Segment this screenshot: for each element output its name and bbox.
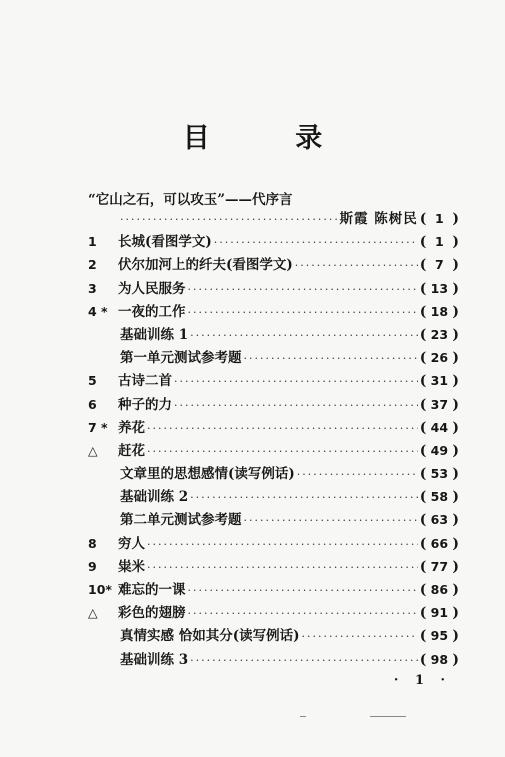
toc-line xyxy=(118,578,459,602)
entry-number: 1 xyxy=(88,234,97,250)
dot-leader xyxy=(120,208,338,231)
preface-author: 斯霞 陈树民 xyxy=(339,211,418,227)
entry-title: 基础训练 1 xyxy=(120,326,189,343)
preface-title: “它山之石，可以攻玉”——代序言 xyxy=(88,192,293,208)
toc-row[interactable] xyxy=(0,277,505,300)
entry-number: 9 xyxy=(88,558,97,574)
toc-row[interactable] xyxy=(0,532,505,555)
entry-title: 长城(看图学文) xyxy=(118,234,212,251)
table-of-contents xyxy=(0,207,505,671)
dot-leader xyxy=(147,533,418,556)
toc-row[interactable] xyxy=(0,346,505,369)
toc-line xyxy=(120,323,459,347)
toc-row[interactable] xyxy=(0,508,505,531)
entry-number: 5 xyxy=(88,373,97,389)
entry-title: 基础训练 3 xyxy=(120,651,189,668)
page-number: ( 77 ) xyxy=(419,558,459,575)
dot-leader xyxy=(190,486,418,509)
page-number: ( 1 ) xyxy=(419,234,459,251)
page-number: ( 13 ) xyxy=(419,280,459,297)
dot-leader xyxy=(188,278,418,301)
entry-title: 真情实感 恰如其分(读写例话) xyxy=(120,628,300,645)
entry-title: 养花 xyxy=(118,419,145,436)
toc-line xyxy=(118,230,459,254)
toc-entries xyxy=(0,230,505,671)
toc-row[interactable] xyxy=(0,393,505,416)
toc-line xyxy=(120,508,459,532)
entry-number: 2 xyxy=(88,257,97,273)
page-number: ( 18 ) xyxy=(419,303,459,320)
toc-line xyxy=(120,485,459,509)
toc-line xyxy=(118,207,459,231)
toc-line xyxy=(120,346,459,370)
entry-title: 第一单元测试参考题 xyxy=(120,350,242,367)
toc-row[interactable] xyxy=(0,416,505,439)
dot-leader xyxy=(301,625,417,648)
entry-title: 基础训练 2 xyxy=(120,489,189,506)
dot-leader xyxy=(147,440,418,463)
entry-title: 种子的力 xyxy=(118,396,172,413)
entry-number: 6 xyxy=(88,396,97,412)
page-number: ( 66 ) xyxy=(419,535,459,552)
dot-leader xyxy=(188,579,418,602)
toc-line xyxy=(120,648,459,672)
dot-leader xyxy=(147,556,418,579)
dot-leader xyxy=(297,463,418,486)
toc-line xyxy=(118,532,459,556)
toc-line xyxy=(118,439,459,463)
entry-title: 文章里的思想感情(读写例话) xyxy=(120,466,295,483)
entry-title: 第二单元测试参考题 xyxy=(120,512,242,529)
page-folio: · 1 · xyxy=(393,673,452,688)
entry-title: 一夜的工作 xyxy=(118,303,186,320)
entry-title: 粜米 xyxy=(118,558,145,575)
toc-line xyxy=(120,462,459,486)
page-number: ( 58 ) xyxy=(419,489,459,506)
entry-title: 赶花 xyxy=(118,442,145,459)
toc-line xyxy=(118,416,459,440)
toc-row[interactable] xyxy=(0,648,505,671)
toc-row[interactable] xyxy=(0,369,505,392)
toc-row[interactable] xyxy=(0,462,505,485)
entry-title: 伏尔加河上的纤夫(看图学文) xyxy=(118,257,293,274)
dot-leader xyxy=(214,231,418,254)
page-number: ( 49 ) xyxy=(419,442,459,459)
page-number: ( 26 ) xyxy=(419,350,459,367)
entry-title: 彩色的翅膀 xyxy=(118,605,186,622)
page-number: ( 23 ) xyxy=(419,326,459,343)
dot-leader xyxy=(295,254,418,277)
dot-leader xyxy=(174,370,418,393)
page-number: ( 53 ) xyxy=(419,466,459,483)
entry-number: 10* xyxy=(88,582,112,597)
toc-row[interactable] xyxy=(0,601,505,624)
toc-row[interactable] xyxy=(0,439,505,462)
dot-leader xyxy=(190,324,418,347)
dot-leader xyxy=(188,301,418,324)
toc-line xyxy=(118,601,459,625)
entry-title: 难忘的一课 xyxy=(118,582,186,598)
page-title: 目 录 xyxy=(182,123,361,154)
page-number: ( 98 ) xyxy=(419,651,459,668)
toc-row[interactable] xyxy=(0,485,505,508)
toc-row[interactable] xyxy=(0,624,505,647)
toc-line xyxy=(118,555,459,579)
entry-title: 穷人 xyxy=(118,535,145,552)
dot-leader xyxy=(174,394,418,417)
dot-leader xyxy=(188,602,418,625)
page-number: ( 44 ) xyxy=(419,419,459,436)
toc-line xyxy=(118,300,459,324)
page-number: ( 86 ) xyxy=(419,582,459,598)
entry-number: 3 xyxy=(88,280,97,296)
dot-leader xyxy=(190,649,418,672)
toc-row[interactable] xyxy=(0,323,505,346)
toc-row[interactable] xyxy=(0,578,505,601)
page-number: ( 37 ) xyxy=(419,396,459,413)
toc-line xyxy=(118,253,459,277)
dot-leader xyxy=(244,347,418,370)
dot-leader xyxy=(244,509,418,532)
entry-number: △ xyxy=(88,605,98,621)
toc-row[interactable] xyxy=(0,253,505,276)
page-number: ( 91 ) xyxy=(419,605,459,622)
toc-line xyxy=(118,393,459,417)
toc-row[interactable] xyxy=(0,230,505,253)
toc-row-preface[interactable] xyxy=(0,207,505,230)
toc-line xyxy=(120,624,459,648)
entry-number: 7 * xyxy=(88,419,108,435)
page-number: ( 1 ) xyxy=(419,211,459,227)
toc-row[interactable] xyxy=(0,300,505,323)
entry-number: △ xyxy=(88,442,98,458)
toc-line xyxy=(118,369,459,393)
scan-mark xyxy=(300,716,306,717)
toc-row[interactable] xyxy=(0,555,505,578)
page-number: ( 31 ) xyxy=(419,373,459,390)
entry-number: 8 xyxy=(88,535,97,551)
scan-mark xyxy=(370,716,406,717)
page-number: ( 95 ) xyxy=(419,628,459,645)
page-number: ( 7 ) xyxy=(419,257,459,274)
entry-number: 4 * xyxy=(88,303,108,319)
entry-title: 古诗二首 xyxy=(118,373,172,390)
toc-line xyxy=(118,277,459,301)
dot-leader xyxy=(147,417,418,440)
page-number: ( 63 ) xyxy=(419,512,459,529)
entry-title: 为人民服务 xyxy=(118,280,186,297)
